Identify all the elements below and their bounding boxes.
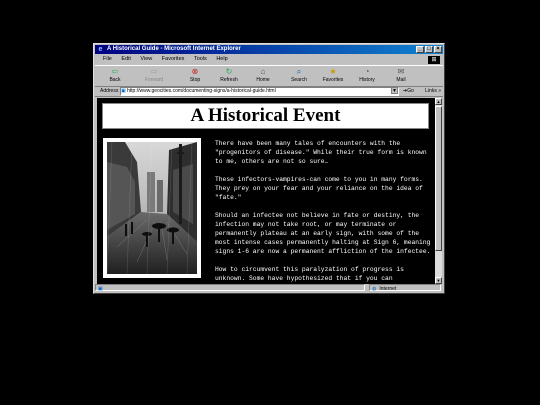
favorites-folder-icon: ★ <box>329 67 337 76</box>
paragraph: These infectors-vampires-can come to you in many forms. They prey on your fear and your reliance on the idea of "fate." <box>215 176 423 201</box>
menu-edit[interactable]: Edit <box>121 56 131 62</box>
status-bar <box>95 284 443 292</box>
maximize-button[interactable]: □ <box>425 46 433 53</box>
links-button[interactable]: Links » <box>425 88 441 94</box>
paragraph: There have been many tales of encounters with the "progenitors of disease." While their true form is known to me, others are not so sure… <box>215 140 427 165</box>
menu-help[interactable]: Help <box>216 56 228 62</box>
forward-arrow-icon: ⇨ <box>150 67 158 76</box>
globe-icon: ◍ <box>372 286 377 292</box>
page-content <box>97 98 435 284</box>
back-button[interactable]: ⇦ Back <box>101 67 129 85</box>
menu-tools[interactable]: Tools <box>193 56 207 62</box>
address-label: Address <box>100 88 119 94</box>
status-message <box>95 284 365 291</box>
paragraph: Should an infectee not believe in fate or destiny, the infection may not take root, or may terminate or permanently plateau at an early sign, with some of the most intense cases permanently halting at Sign 6, meaning signs 1-6 are now a permanent affliction of the infectee. <box>215 212 431 255</box>
mail-button[interactable]: ✉ Mail <box>387 67 415 85</box>
browser-window <box>93 43 445 294</box>
page-icon: ▣ <box>121 88 126 94</box>
mail-icon: ✉ <box>397 67 405 76</box>
forward-button[interactable]: ⇨ Forward <box>140 67 168 85</box>
go-button[interactable]: ➔Go <box>403 88 414 94</box>
vertical-scrollbar[interactable] <box>435 98 442 284</box>
address-url: http://www.geocities.com/documenting-signs/a-historical-guide.html <box>127 88 276 94</box>
scroll-down-button[interactable]: ▼ <box>436 278 441 283</box>
page-icon: ▣ <box>98 286 103 292</box>
go-arrow-icon: ➔ <box>403 88 408 94</box>
favorites-button[interactable]: ★ Favorites <box>319 67 347 85</box>
menu-bar <box>95 55 443 64</box>
minimize-button[interactable]: _ <box>416 46 424 53</box>
menu-file[interactable]: File <box>103 56 112 62</box>
chevron-right-icon: » <box>438 88 441 94</box>
scroll-thumb[interactable] <box>435 106 442 251</box>
menu-favorites[interactable]: Favorites <box>161 56 185 62</box>
scroll-up-button[interactable]: ▲ <box>436 99 441 104</box>
address-bar <box>95 86 443 97</box>
history-icon: ◔ <box>364 67 370 76</box>
home-button[interactable]: ⌂ Home <box>249 67 277 85</box>
toolbar <box>95 65 443 87</box>
address-input[interactable] <box>120 87 399 96</box>
stop-icon: ⊗ <box>191 67 199 76</box>
address-dropdown-button[interactable]: ▼ <box>392 88 397 94</box>
street-scene-image <box>107 142 197 274</box>
menu-view[interactable]: View <box>140 56 153 62</box>
title-bar <box>95 45 443 54</box>
search-button[interactable]: ⌕ Search <box>285 67 313 85</box>
security-zone: ◍ Internet <box>369 284 441 291</box>
close-button[interactable]: × <box>434 46 442 53</box>
history-button[interactable]: ◔ History <box>353 67 381 85</box>
refresh-button[interactable]: ↻ Refresh <box>215 67 243 85</box>
home-icon: ⌂ <box>260 67 266 76</box>
windows-logo-icon: ⊞ <box>428 56 440 64</box>
search-icon: ⌕ <box>296 67 302 76</box>
window-title: A Historical Guide - Microsoft Internet Explorer <box>107 46 241 52</box>
page-heading-box <box>102 103 429 129</box>
refresh-icon: ↻ <box>225 67 233 76</box>
page-heading: A Historical Event <box>190 105 341 126</box>
historical-photo <box>103 138 201 278</box>
paragraph: How to circumvent this paralyzation of progress is unknown. Some have hypothesized that if you can <box>215 266 404 282</box>
ie-logo-icon: e <box>98 46 103 53</box>
article-text <box>215 139 433 284</box>
stop-button[interactable]: ⊗ Stop <box>181 67 209 85</box>
back-arrow-icon: ⇦ <box>111 67 119 76</box>
